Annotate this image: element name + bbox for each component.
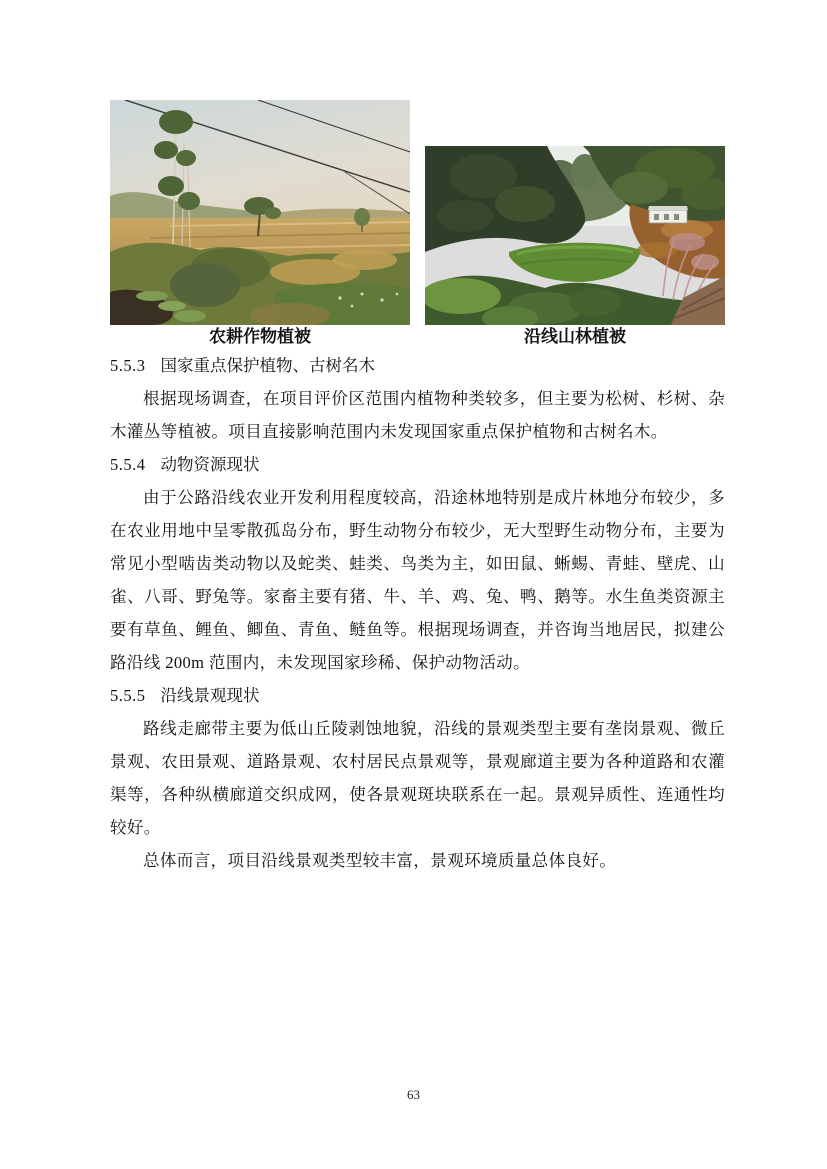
page-number: 63 [407, 1087, 420, 1102]
section-title: 动物资源现状 [160, 455, 260, 474]
figure-caption-farm: 农耕作物植被 [209, 327, 311, 346]
paragraph-landscape-types: 路线走廊带主要为低山丘陵剥蚀地貌，沿线的景观类型主要有垄岗景观、微丘景观、农田景观、道路景观、农村居民点景观等，景观廊道主要为各种道路和农灌渠等，各种纵横廊道交织成网，使各景观斑块联系在一起。景观异质性、连通性均较好。 [110, 719, 725, 837]
section-number: 5.5.4 [110, 455, 146, 474]
paragraph-animal-resources: 由于公路沿线农业开发利用程度较高，沿途林地特别是成片林地分布较少，多在农业用地中呈零散孤岛分布，野生动物分布较少，无大型野生动物分布，主要为常见小型啮齿类动物以及蛇类、蛙类、鸟类为主，如田鼠、蜥蜴、青蛙、壁虎、山雀、八哥、野兔等。家畜主要有猪、牛、羊、鸡、兔、鸭、鹅等。水生鱼类资源主要有草鱼、鲤鱼、鲫鱼、青鱼、鲢鱼等。根据现场调查，并咨询当地居民，拟建公路沿线 200m 范围内，未发现国家珍稀、保护动物活动。 [110, 488, 725, 672]
section-heading-protected-plants [110, 349, 725, 382]
figure-mountain-forest [425, 146, 725, 349]
paragraph-protected-plants: 根据现场调查，在项目评价区范围内植物种类较多，但主要为松树、杉树、杂木灌丛等植被。项目直接影响范围内未发现国家重点保护植物和古树名木。 [110, 389, 725, 441]
paragraph-landscape-summary: 总体而言，项目沿线景观类型较丰富，景观环境质量总体良好。 [143, 851, 617, 870]
section-number: 5.5.3 [110, 356, 146, 375]
figure-caption-forest: 沿线山林植被 [524, 327, 626, 346]
house-shape [648, 206, 688, 223]
figure-farm-vegetation [110, 100, 410, 349]
farmland-photo [110, 100, 410, 325]
forest-photo [425, 146, 725, 325]
page-content [110, 100, 725, 877]
section-title: 国家重点保护植物、古树名木 [160, 356, 375, 375]
section-title: 沿线景观现状 [160, 686, 260, 705]
section-number: 5.5.5 [110, 686, 146, 705]
forest-photo-art [425, 146, 725, 325]
section-heading-animal-resources [110, 448, 725, 481]
figure-row [110, 100, 725, 349]
section-heading-landscape [110, 679, 725, 712]
farmland-photo-art [110, 100, 410, 325]
